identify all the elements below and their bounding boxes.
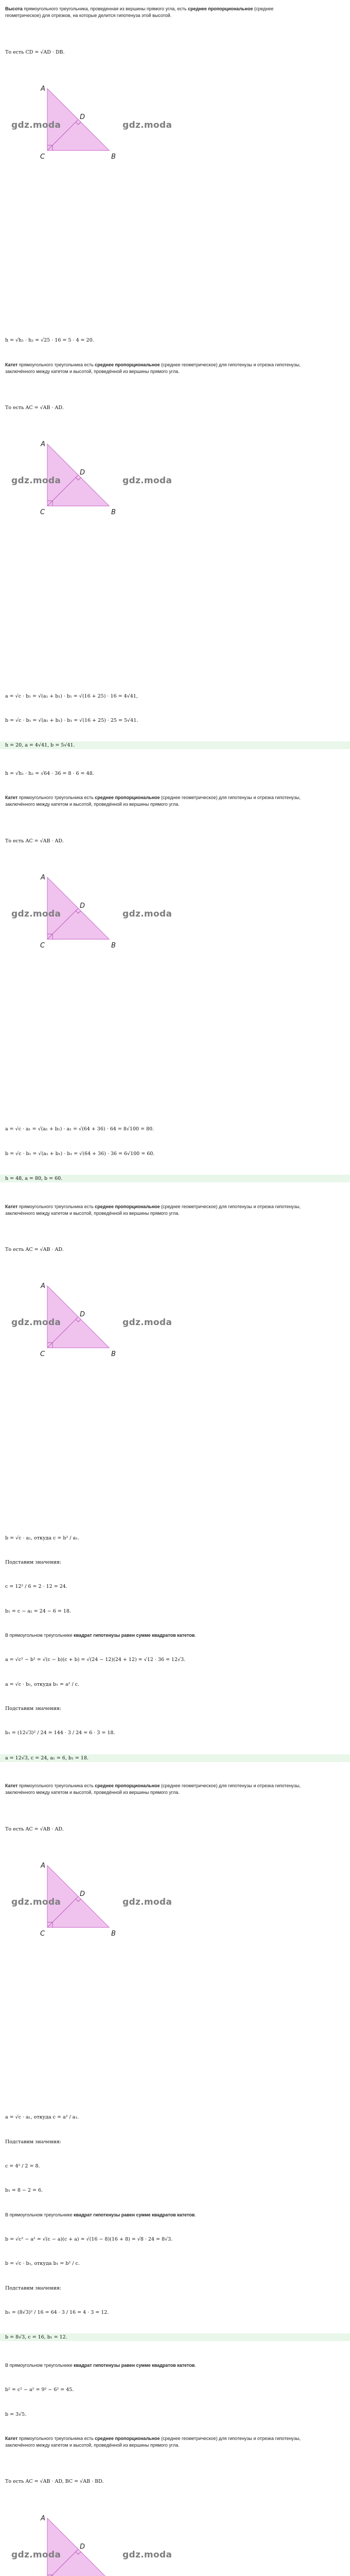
formula-line: b² = c² − a² = 9² − 6² = 45.: [5, 2387, 74, 2393]
formula-line: a = √c · b₁, откуда b₁ = a² / c.: [5, 1682, 80, 1687]
formula-line: b = √c · b₁ = √(a₁ + b₁) · b₁ = √(64 + 36) · 36 = 6√100 = 60.: [5, 1151, 155, 1157]
answer-highlight: [0, 2333, 350, 2341]
formula-line: То есть AC = √AB · AD.: [5, 405, 64, 411]
explanation-paragraph: В прямоугольном треугольнике квадрат гипотенузы равен сумме квадратов катетов.: [5, 1633, 196, 1638]
vertex-label: D: [80, 1890, 85, 1898]
formula-line: То есть AC = √AB · AD.: [5, 1247, 64, 1252]
watermark: gdz.moda: [11, 909, 61, 919]
vertex-label: A: [41, 1282, 45, 1290]
formula-line: a = √c · a₁ = √(a₁ + b₁) · a₁ = √(64 + 36) · 64 = 8√100 = 80.: [5, 1126, 154, 1132]
watermark: gdz.moda: [122, 120, 172, 130]
answer-highlight: [0, 741, 350, 749]
watermark: gdz.moda: [11, 476, 61, 486]
explanation-paragraph: Катет прямоугольного треугольника есть среднее пропорциональное (среднее геометрическое) для гипотенузы и отрезка гипотенузы, заключённого между катетом и высотой, проведённой из вершины прямого угла.: [5, 2436, 301, 2448]
triangle-figure: [0, 862, 350, 955]
explanation-paragraph: Катет прямоугольного треугольника есть среднее пропорциональное (среднее геометрическое) для гипотенузы и отрезка гипотенузы, заключённого между катетом и высотой, проведённой из вершины прямого угла.: [5, 362, 301, 374]
triangle-diagram: [0, 73, 350, 166]
vertex-label: D: [80, 2543, 85, 2551]
explanation-paragraph: Катет прямоугольного треугольника есть среднее пропорциональное (среднее геометрическое) для гипотенузы и отрезка гипотенузы, заключённого между катетом и высотой, проведённой из вершины прямого угла.: [5, 1783, 301, 1795]
vertex-label: B: [111, 1350, 116, 1358]
formula-line: То есть AC = √AB · AD.: [5, 1826, 64, 1832]
triangle-diagram: [0, 429, 350, 521]
formula-line: То есть CD = √AD · DB.: [5, 49, 65, 55]
vertex-label: A: [41, 1862, 45, 1870]
explanation-paragraph: В прямоугольном треугольнике квадрат гипотенузы равен сумме квадратов катетов.: [5, 2363, 196, 2368]
formula-line: b = √c · b₁, откуда b₁ = b² / c.: [5, 2261, 80, 2266]
formula-line: b₁ = c − a₁ = 24 − 6 = 18.: [5, 1608, 71, 1614]
formula-line: c = 12² / 6 = 2 · 12 = 24.: [5, 1584, 67, 1589]
vertex-label: C: [40, 509, 45, 516]
watermark: gdz.moda: [11, 120, 61, 130]
answer-highlight: [0, 1754, 350, 1762]
formula-line: Подставим значения:: [5, 2139, 62, 2145]
formula-line: a = √c · a₁, откуда c = a² / a₁.: [5, 2114, 79, 2120]
vertex-label: C: [40, 1350, 45, 1358]
formula-line: b₁ = 8 − 2 = 6.: [5, 2188, 43, 2193]
triangle-figure: [0, 73, 350, 166]
formula-line: Подставим значения:: [5, 2285, 62, 2291]
answer-text: b = 8√3, c = 16, b₁ = 12.: [5, 2334, 67, 2340]
explanation-paragraph: В прямоугольном треугольнике квадрат гипотенузы равен сумме квадратов катетов.: [5, 2212, 196, 2217]
explanation-paragraph: Катет прямоугольного треугольника есть среднее пропорциональное (среднее геометрическое) для гипотенузы и отрезка гипотенузы, заключённого между катетом и высотой, проведённой из вершины прямого угла.: [5, 1204, 301, 1216]
vertex-label: C: [40, 153, 45, 161]
triangle-shape: [47, 2518, 109, 2576]
formula-line: b = √c · a₁, откуда c = b² / a₁.: [5, 1535, 80, 1541]
vertex-label: A: [41, 2515, 45, 2522]
formula-line: h = √h₁ · h₂ = √64 · 36 = 8 · 6 = 48.: [5, 771, 94, 776]
answer-text: h = 20, a = 4√41, b = 5√41.: [5, 742, 75, 748]
explanation-paragraph: Высота прямоугольного треугольника, проведенная из вершины прямого угла, есть среднее пропорциональное (среднее геометрическое) для отрезков, на которые делится гипотенуза этой высотой.: [5, 6, 274, 18]
formula-line: То есть AC = √AB · AD, BC = √AB · BD.: [5, 2479, 104, 2484]
vertex-label: A: [41, 874, 45, 882]
formula-line: a = √c² − b² = √(c − b)(c + b) = √(24 − 12)(24 + 12) = √12 · 36 = 12√3.: [5, 1657, 186, 1663]
vertex-label: C: [40, 1930, 45, 1938]
triangle-diagram: [0, 1270, 350, 1363]
vertex-label: A: [41, 440, 45, 448]
watermark: gdz.moda: [122, 909, 172, 919]
formula-line: b₁ = (8√3)² / 16 = 64 · 3 / 16 = 4 · 3 = 12.: [5, 2310, 109, 2315]
triangle-diagram: [0, 2503, 350, 2576]
vertex-label: D: [80, 1311, 85, 1318]
triangle-figure: [0, 429, 350, 521]
watermark: gdz.moda: [11, 1897, 61, 1907]
vertex-label: B: [111, 153, 116, 161]
vertex-label: B: [111, 509, 116, 516]
answer-text: a = 12√3, c = 24, a₁ = 6, b₁ = 18.: [5, 1755, 89, 1761]
triangle-figure: [0, 2503, 350, 2576]
watermark: gdz.moda: [122, 1317, 172, 1328]
watermark: gdz.moda: [11, 1317, 61, 1328]
formula-line: h = √h₁ · h₂ = √25 · 16 = 5 · 4 = 20.: [5, 337, 94, 343]
triangle-diagram: [0, 862, 350, 955]
vertex-label: B: [111, 942, 116, 950]
watermark: gdz.moda: [11, 2550, 61, 2560]
formula-line: b = √c² − a² = √(c − a)(c + a) = √(16 − 8)(16 + 8) = √8 · 24 = 8√3.: [5, 2236, 173, 2242]
watermark: gdz.moda: [122, 476, 172, 486]
answer-text: h = 48, a = 80, b = 60.: [5, 1176, 63, 1181]
watermark: gdz.moda: [122, 2550, 172, 2560]
vertex-label: D: [80, 469, 85, 477]
vertex-label: C: [40, 942, 45, 950]
formula-line: Подставим значения:: [5, 1706, 62, 1711]
formula-line: a = √c · b₁ = √(a₁ + b₁) · b₁ = √(16 + 25) · 16 = 4√41,: [5, 693, 138, 699]
formula-line: c = 4² / 2 = 8.: [5, 2163, 40, 2169]
vertex-label: A: [41, 85, 45, 93]
explanation-paragraph: Катет прямоугольного треугольника есть среднее пропорциональное (среднее геометрическое) для гипотенузы и отрезка гипотенузы, заключённого между катетом и высотой, проведённой из вершины прямого угла.: [5, 795, 301, 807]
formula-line: То есть AC = √AB · AD.: [5, 838, 64, 844]
formula-line: b = √c · b₁ = √(a₁ + b₁) · b₁ = √(16 + 25) · 25 = 5√41.: [5, 718, 138, 723]
formula-line: b = 3√5.: [5, 2412, 27, 2417]
triangle-figure: [0, 1850, 350, 1943]
triangle-figure: [0, 1270, 350, 1363]
triangle-diagram: [0, 1850, 350, 1943]
formula-line: b₁ = (12√3)² / 24 = 144 · 3 / 24 = 6 · 3 = 18.: [5, 1730, 115, 1736]
answer-highlight: [0, 1175, 350, 1182]
formula-line: Подставим значения:: [5, 1560, 62, 1565]
vertex-label: D: [80, 113, 85, 121]
vertex-label: D: [80, 902, 85, 910]
vertex-label: B: [111, 1930, 116, 1938]
watermark: gdz.moda: [122, 1897, 172, 1907]
